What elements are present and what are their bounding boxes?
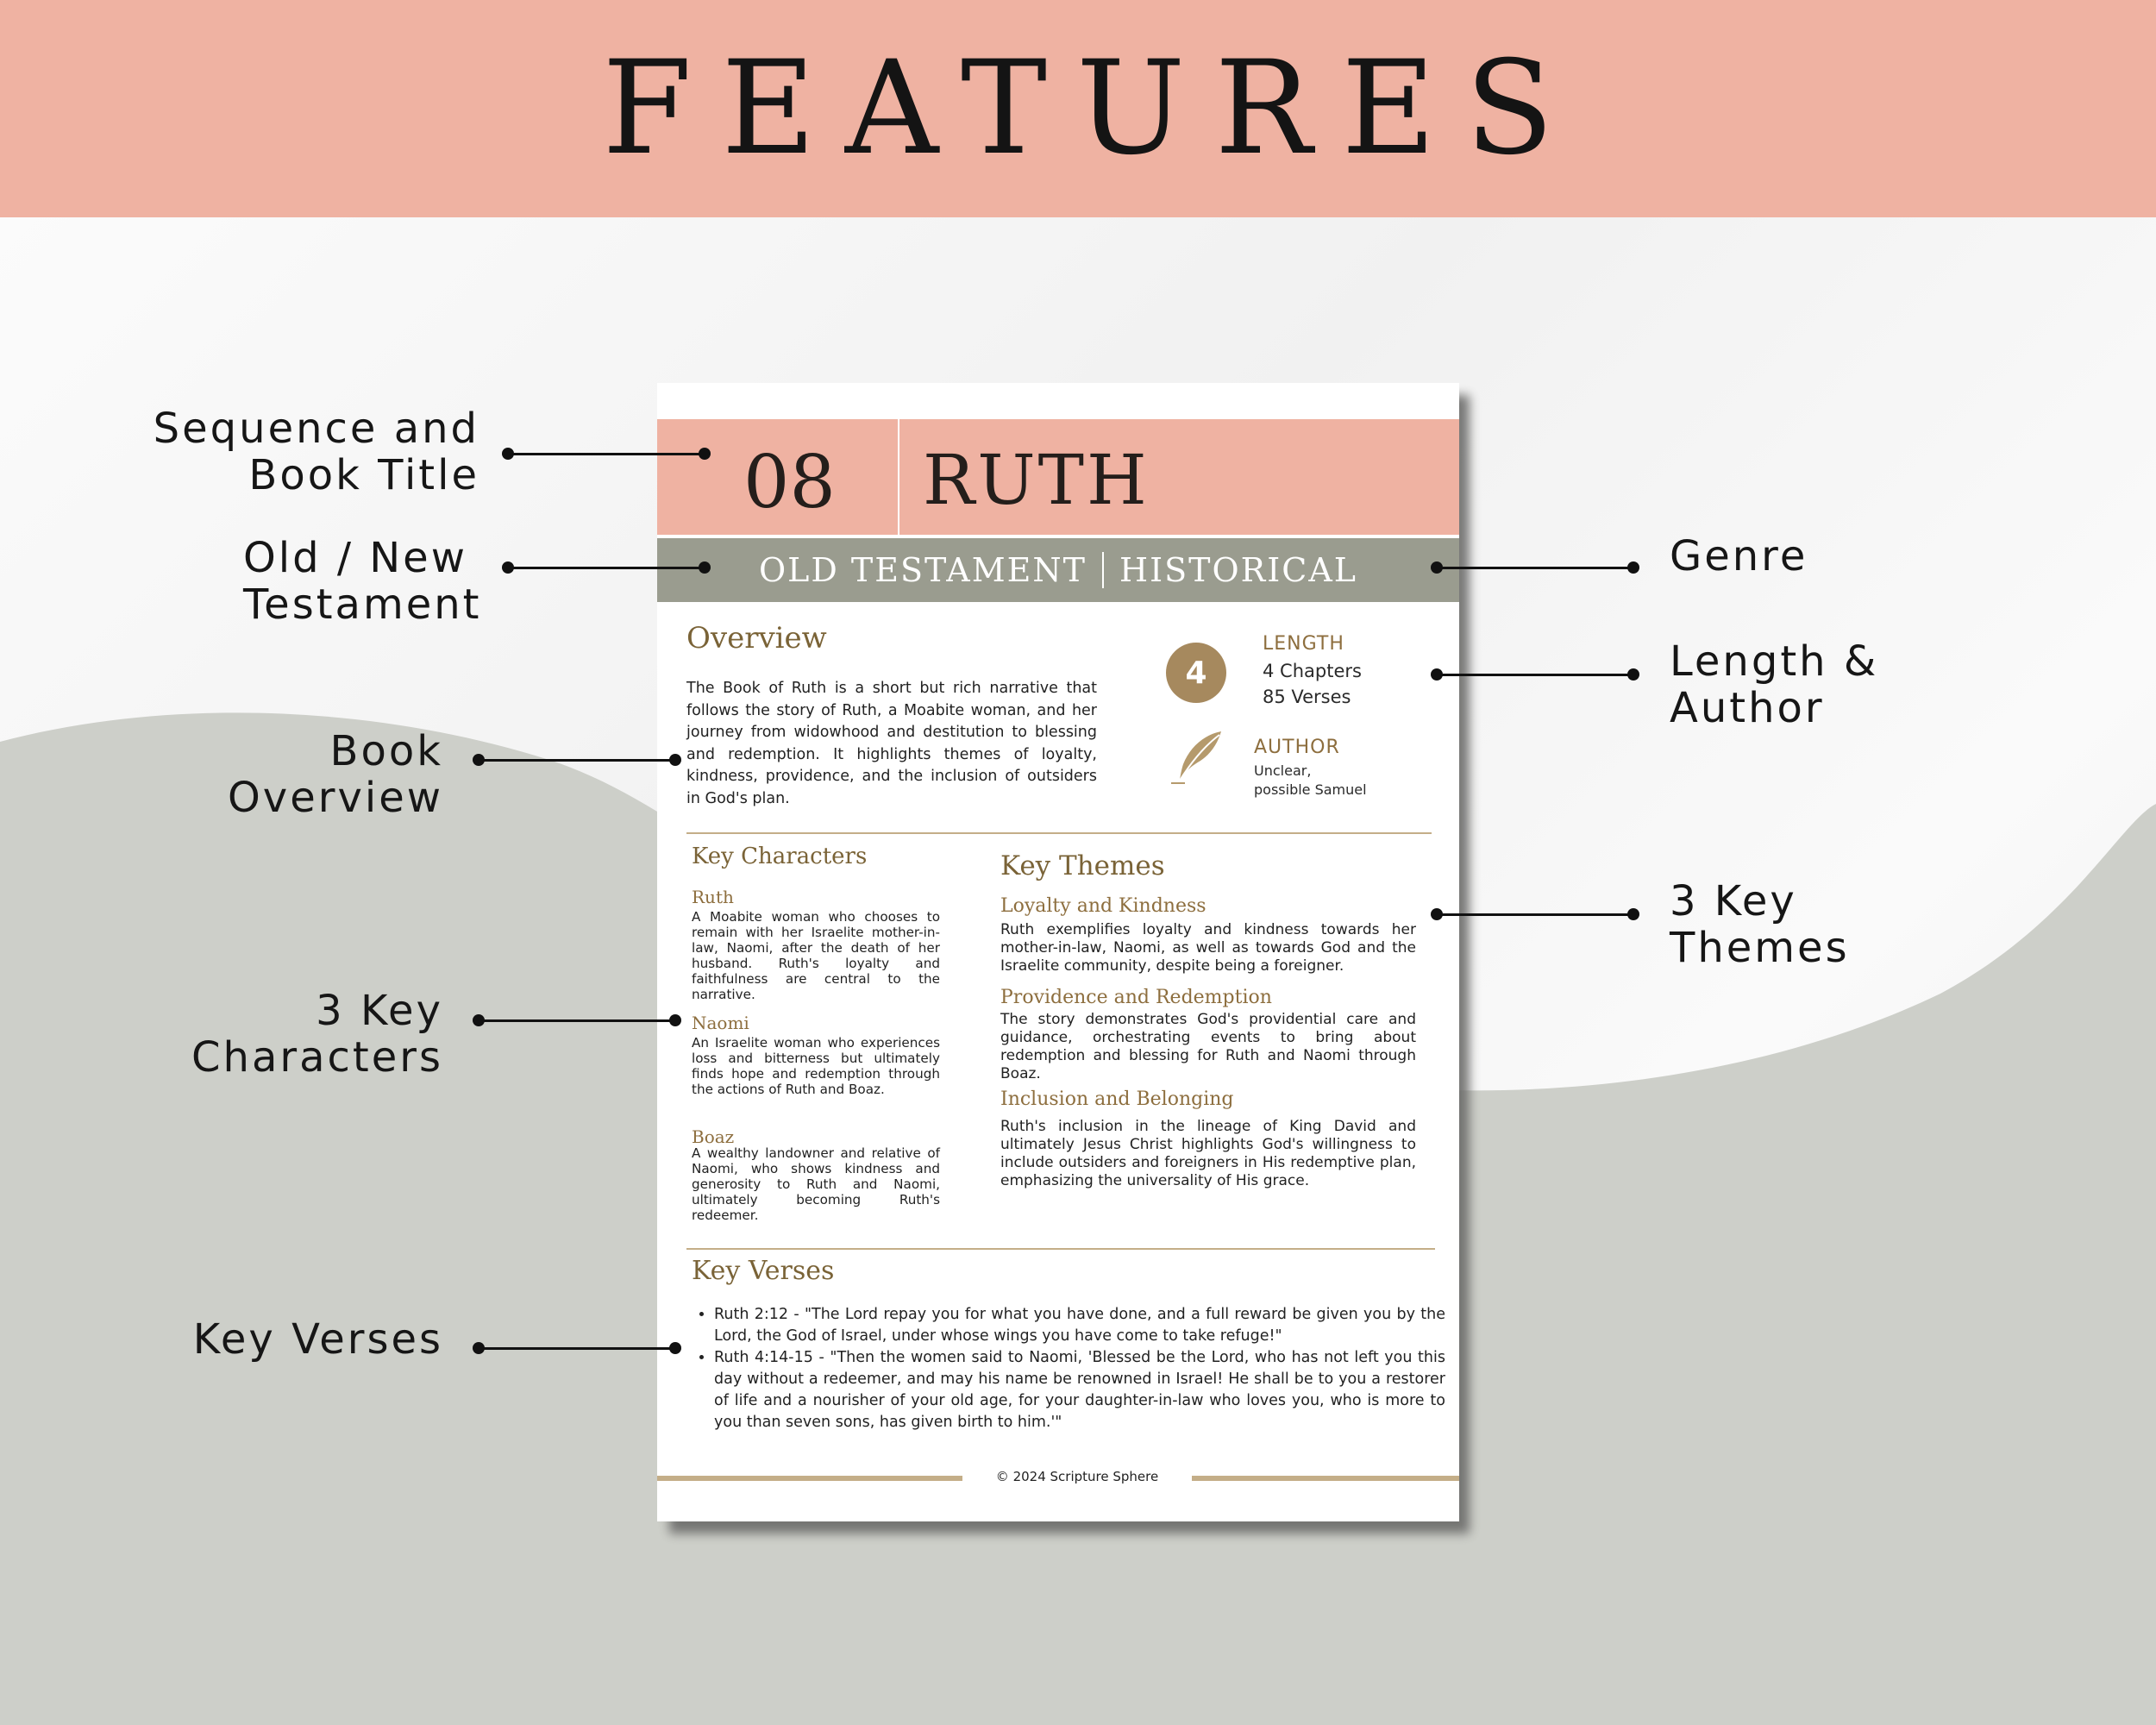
- connector-dot: [669, 1014, 681, 1026]
- overview-heading: Overview: [686, 621, 827, 656]
- label-genre: Genre: [1670, 532, 1808, 580]
- testament-text: OLD TESTAMENT: [758, 551, 1087, 589]
- connector-dot: [473, 1342, 485, 1354]
- character-text: A wealthy landowner and relative of Naomi, who shows kindness and generosity to Ruth and Naomi, ultimately becoming Ruth's redeemer.: [692, 1145, 940, 1223]
- connector-dot: [1431, 668, 1443, 681]
- connector-dot: [1431, 561, 1443, 574]
- connector-dot: [1431, 908, 1443, 920]
- connector-themes: [1437, 913, 1633, 916]
- section-rule: [686, 832, 1432, 834]
- book-summary-sheet: [657, 383, 1459, 1521]
- banner-title: FEATURES: [602, 34, 1583, 184]
- key-verses-list: [688, 1304, 1445, 1433]
- character-name: Naomi: [692, 1013, 749, 1033]
- connector-dot: [699, 561, 711, 574]
- quill-icon: [1166, 726, 1228, 788]
- connector-dot: [699, 448, 711, 460]
- connector-overview: [479, 759, 675, 762]
- connector-characters: [479, 1019, 675, 1022]
- key-themes-heading: Key Themes: [1000, 850, 1165, 881]
- connector-genre: [1437, 567, 1633, 569]
- verse-item: • Ruth 2:12 - "The Lord repay you for what you have done, and a full reward be given you by the Lord, the God of Israel, under whose wings you have come to take refuge!": [714, 1304, 1445, 1347]
- footer-copyright: © 2024 Scripture Sphere: [995, 1469, 1159, 1484]
- connector-testament: [508, 567, 705, 569]
- connector-dot: [502, 561, 514, 574]
- features-banner: [0, 0, 2156, 217]
- verse-item: • Ruth 4:14-15 - "Then the women said to Naomi, 'Blessed be the Lord, who has not left you this day without a redeemer, and may his name be renowned in Israel! He shall be to you a restorer of life and a nourisher of your old age, for your daughter-in-law who loves you, who is more to you than seven sons, has given birth to him.'": [714, 1347, 1445, 1433]
- label-characters: 3 Key Characters: [191, 987, 443, 1082]
- genre-text: HISTORICAL: [1119, 551, 1358, 589]
- connector-dot: [1627, 668, 1639, 681]
- connector-length-author: [1437, 674, 1633, 676]
- connector-dot: [669, 1342, 681, 1354]
- testament-genre-divider: [1102, 552, 1104, 588]
- connector-dot: [502, 448, 514, 460]
- book-sequence-number: 08: [743, 440, 836, 524]
- character-text: A Moabite woman who chooses to remain with her Israelite mother-in-law, Naomi, after the death of her husband. Ruth's loyalty and faithfulness are central to the narrative.: [692, 909, 940, 1002]
- connector-dot: [1627, 561, 1639, 574]
- length-label: LENGTH: [1263, 633, 1344, 655]
- label-overview: Book Overview: [228, 727, 443, 822]
- connector-dot: [473, 754, 485, 766]
- character-text: An Israelite woman who experiences loss and bitterness but ultimately finds hope and redemption through the actions of Ruth and Boaz.: [692, 1035, 940, 1097]
- title-divider: [898, 419, 899, 535]
- length-badge: 4: [1166, 643, 1226, 703]
- theme-text: Ruth exemplifies loyalty and kindness towards her mother-in-law, Naomi, as well as towards God and the Israelite community, despite being a foreigner.: [1000, 921, 1416, 975]
- section-rule: [686, 1248, 1435, 1250]
- title-block: [657, 419, 1459, 535]
- connector-dot: [473, 1014, 485, 1026]
- theme-name: Inclusion and Belonging: [1000, 1088, 1234, 1110]
- theme-text: Ruth's inclusion in the lineage of King David and ultimately Jesus Christ highlights God's willingness to include outsiders and foreigners in His redemptive plan, emphasizing the universality of His grace.: [1000, 1118, 1416, 1189]
- connector-sequence: [508, 453, 705, 455]
- label-verses: Key Verses: [192, 1315, 443, 1364]
- author-line-1: Unclear,: [1254, 762, 1312, 779]
- connector-dot: [669, 754, 681, 766]
- theme-text: The story demonstrates God's providential care and guidance, orchestrating events to bring about redemption and blessing for Ruth and Naomi through Boaz.: [1000, 1011, 1416, 1082]
- book-title: RUTH: [923, 440, 1150, 520]
- connector-verses: [479, 1347, 675, 1350]
- label-length-author: Length & Author: [1670, 637, 1879, 732]
- author-label: AUTHOR: [1254, 737, 1340, 758]
- theme-name: Loyalty and Kindness: [1000, 895, 1206, 917]
- length-chapters: 4 Chapters: [1263, 661, 1362, 681]
- footer-rule-left: [657, 1476, 962, 1481]
- label-themes: 3 Key Themes: [1670, 877, 1850, 972]
- author-line-2: possible Samuel: [1254, 781, 1367, 798]
- label-testament: Old / New Testament: [243, 534, 482, 629]
- key-characters-heading: Key Characters: [692, 844, 868, 869]
- overview-text: The Book of Ruth is a short but rich narrative that follows the story of Ruth, a Moabite woman, and her journey from widowhood and destitution to blessing and redemption. It highlights themes of loyalty, kindness, providence, and the inclusion of outsiders in God's plan.: [686, 680, 1097, 807]
- footer-rule-right: [1192, 1476, 1459, 1481]
- theme-name: Providence and Redemption: [1000, 987, 1272, 1008]
- testament-genre-bar: [657, 538, 1459, 602]
- character-name: Ruth: [692, 887, 734, 907]
- length-verses: 85 Verses: [1263, 687, 1351, 707]
- label-sequence: Sequence and Book Title: [153, 405, 479, 499]
- connector-dot: [1627, 908, 1639, 920]
- character-name: Boaz: [692, 1126, 735, 1147]
- key-verses-heading: Key Verses: [692, 1256, 835, 1286]
